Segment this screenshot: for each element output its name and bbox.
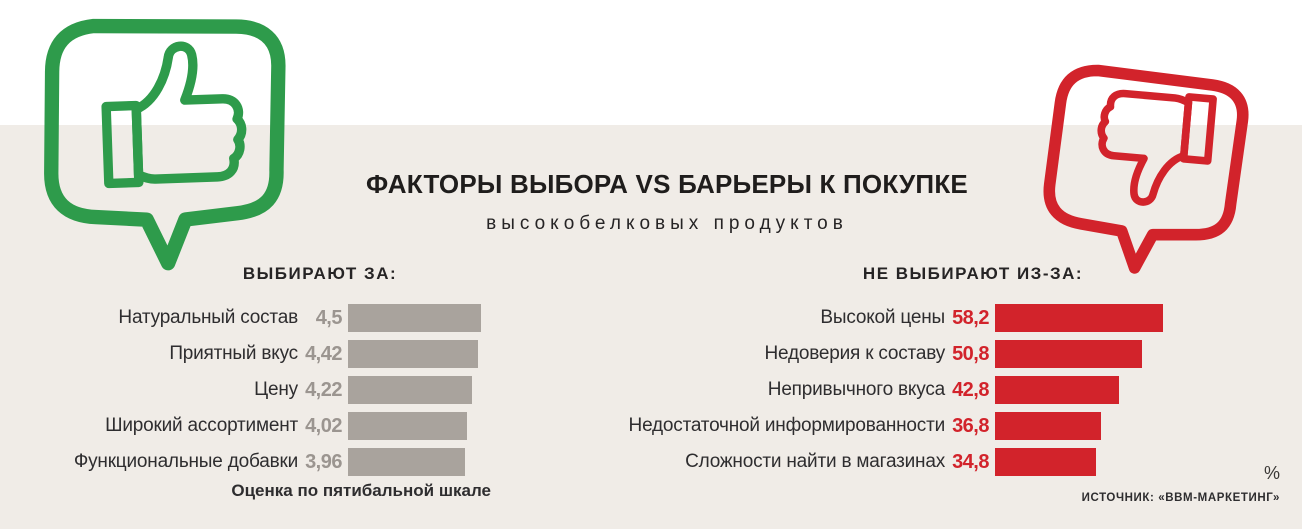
reject-for-header: НЕ ВЫБИРАЮТ ИЗ-ЗА: <box>862 264 1084 283</box>
scale-footnote: Оценка по пятибальной шкале <box>231 481 491 500</box>
choose-for-header: ВЫБИРАЮТ ЗА: <box>242 264 398 283</box>
bar-label: Сложности найти в магазинах <box>685 451 945 472</box>
bar <box>995 340 1142 368</box>
bar-row <box>40 372 481 408</box>
bar-row <box>40 444 481 480</box>
bar <box>348 304 481 332</box>
bar-row <box>40 336 481 372</box>
bar-value: 4,42 <box>305 342 342 365</box>
bar <box>348 376 472 404</box>
bar-value: 3,96 <box>305 450 342 473</box>
bar-row <box>40 408 481 444</box>
bar-label: Натуральный состав <box>118 307 298 328</box>
chart-subtitle: высокобелковых продуктов <box>486 213 848 234</box>
bar <box>348 412 467 440</box>
bar-label: Недоверия к составу <box>764 343 945 364</box>
source-credit: ИСТОЧНИК: «ВВМ-МАРКЕТИНГ» <box>1081 492 1280 504</box>
thumbs-up-icon <box>23 1 304 286</box>
bar-label: Цену <box>254 379 298 400</box>
bar-value: 42,8 <box>952 378 989 401</box>
bar-label: Широкий ассортимент <box>105 415 298 436</box>
bar-value: 4,02 <box>305 414 342 437</box>
bar-label: Приятный вкус <box>169 343 298 364</box>
bar-value: 36,8 <box>952 414 989 437</box>
bar-row <box>580 372 1163 408</box>
bar-row <box>580 336 1163 372</box>
bar-row <box>40 300 481 336</box>
bar-label: Высокой цены <box>820 307 945 328</box>
bar <box>348 448 465 476</box>
reject-for-chart <box>580 300 1163 480</box>
bar-row <box>580 408 1163 444</box>
bar <box>348 340 478 368</box>
bar-row <box>580 300 1163 336</box>
bar <box>995 412 1101 440</box>
bar-label: Недостаточной информированности <box>628 415 945 436</box>
chart-title: ФАКТОРЫ ВЫБОРА VS БАРЬЕРЫ К ПОКУПКЕ <box>366 169 968 199</box>
bar-label: Непривычного вкуса <box>767 379 945 400</box>
bar <box>995 304 1163 332</box>
percent-unit-label: % <box>1263 463 1280 483</box>
choose-for-chart <box>40 300 481 480</box>
bar <box>995 448 1096 476</box>
bar-value: 34,8 <box>952 450 989 473</box>
bar <box>995 376 1119 404</box>
bar-label: Функциональные добавки <box>73 451 298 472</box>
bar-value: 58,2 <box>952 306 989 329</box>
bar-value: 50,8 <box>952 342 989 365</box>
bar-value: 4,22 <box>305 378 342 401</box>
bar-row <box>580 444 1163 480</box>
bar-value: 4,5 <box>315 306 342 329</box>
